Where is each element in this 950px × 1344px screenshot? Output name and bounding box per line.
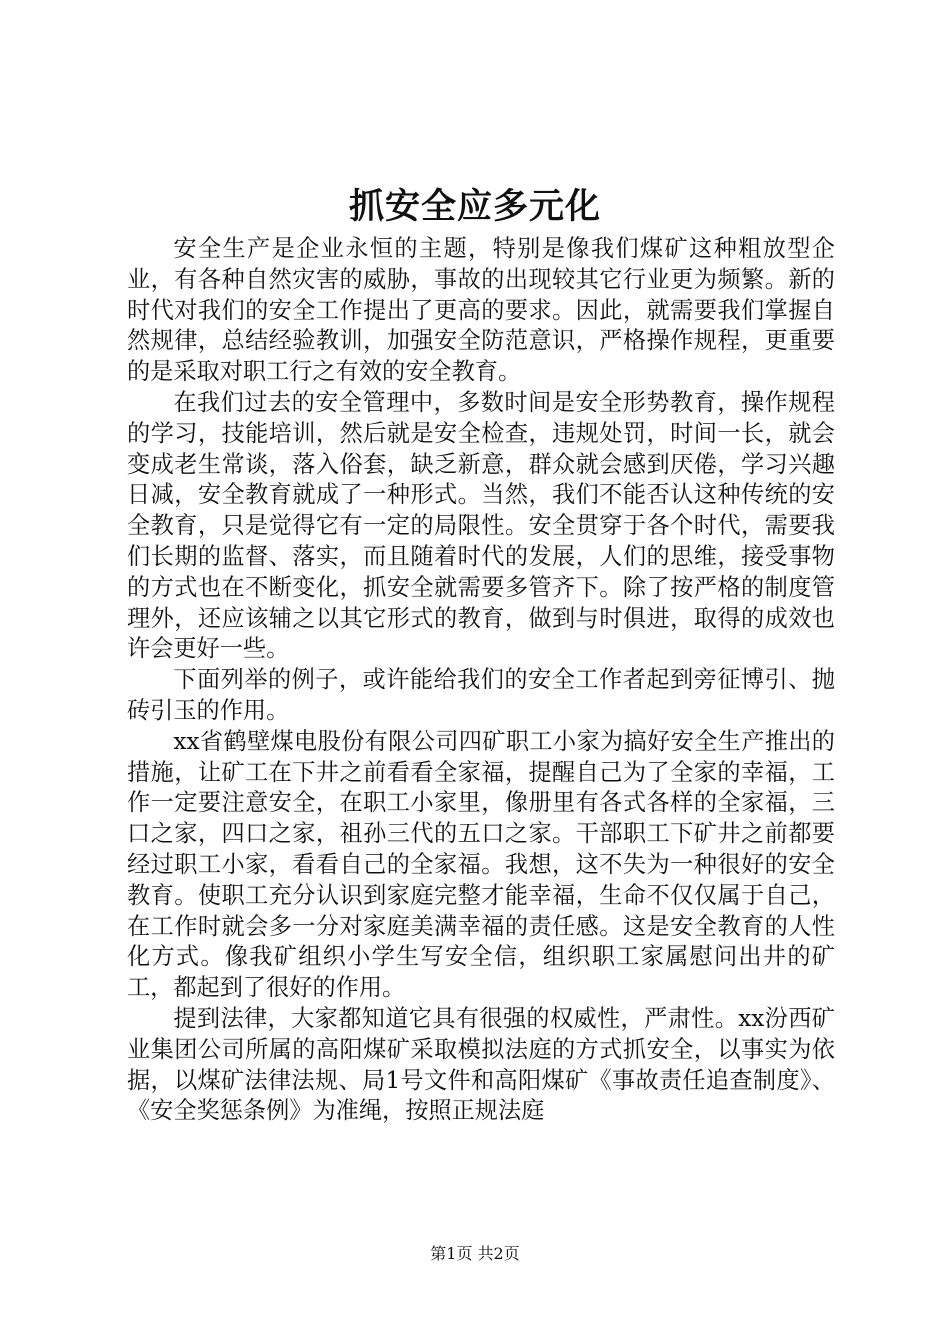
paragraph-3: 下面列举的例子，或许能给我们的安全工作者起到旁征博引、抛砖引玉的作用。 — [127, 666, 835, 724]
paragraph-2: 在我们过去的安全管理中，多数时间是安全形势教育，操作规程的学习，技能培训，然后就是安全检查，违规处罚，时间一长，就会变成老生常谈，落入俗套，缺乏新意，群众就会感到厌倦，学习兴趣日减，安全教育就成了一种形式。当然，我们不能否认这种传统的安全教育，只是觉得它有一定的局限性。安全贯穿于各个时代，需要我们长期的监督、落实，而且随着时代的发展，人们的思维，接受事物的方式也在不断变化，抓安全就需要多管齐下。除了按严格的制度管理外，还应该辅之以其它形式的教育，做到与时俱进，取得的成效也许会更好一些。 — [127, 388, 835, 663]
document-title: 抓安全应多元化 — [348, 186, 601, 227]
paragraph-5: 提到法律，大家都知道它具有很强的权威性，严肃性。xx汾西矿业集团公司所属的高阳煤矿采取模拟法庭的方式抓安全，以事实为依据，以煤矿法律法规、局1号文件和高阳煤矿《事故责任追查制度》、《安全奖惩条例》为准绳，按照正规法庭 — [127, 1004, 835, 1125]
page-number-footer: 第1页 共2页 — [430, 1244, 520, 1263]
paragraph-4: xx省鹤壁煤电股份有限公司四矿职工小家为搞好安全生产推出的措施，让矿工在下井之前看看全家福，提醒自己为了全家的幸福，工作一定要注意安全，在职工小家里，像册里有各式各样的全家福，三口之家，四口之家，祖孙三代的五口之家。干部职工下矿井之前都要经过职工小家，看看自己的全家福。我想，这不失为一种很好的安全教育。使职工充分认识到家庭完整才能幸福，生命不仅仅属于自己，在工作时就会多一分对家庭美满幸福的责任感。这是安全教育的人性化方式。像我矿组织小学生写安全信，组织职工家属慰问出井的矿工，都起到了很好的作用。 — [127, 727, 835, 1002]
document-body — [127, 234, 835, 1127]
paragraph-1: 安全生产是企业永恒的主题，特别是像我们煤矿这种粗放型企业，有各种自然灾害的威胁，事故的出现较其它行业更为频繁。新的时代对我们的安全工作提出了更高的要求。因此，就需要我们掌握自然规律，总结经验教训，加强安全防范意识，严格操作规程，更重要的是采取对职工行之有效的安全教育。 — [127, 235, 835, 386]
